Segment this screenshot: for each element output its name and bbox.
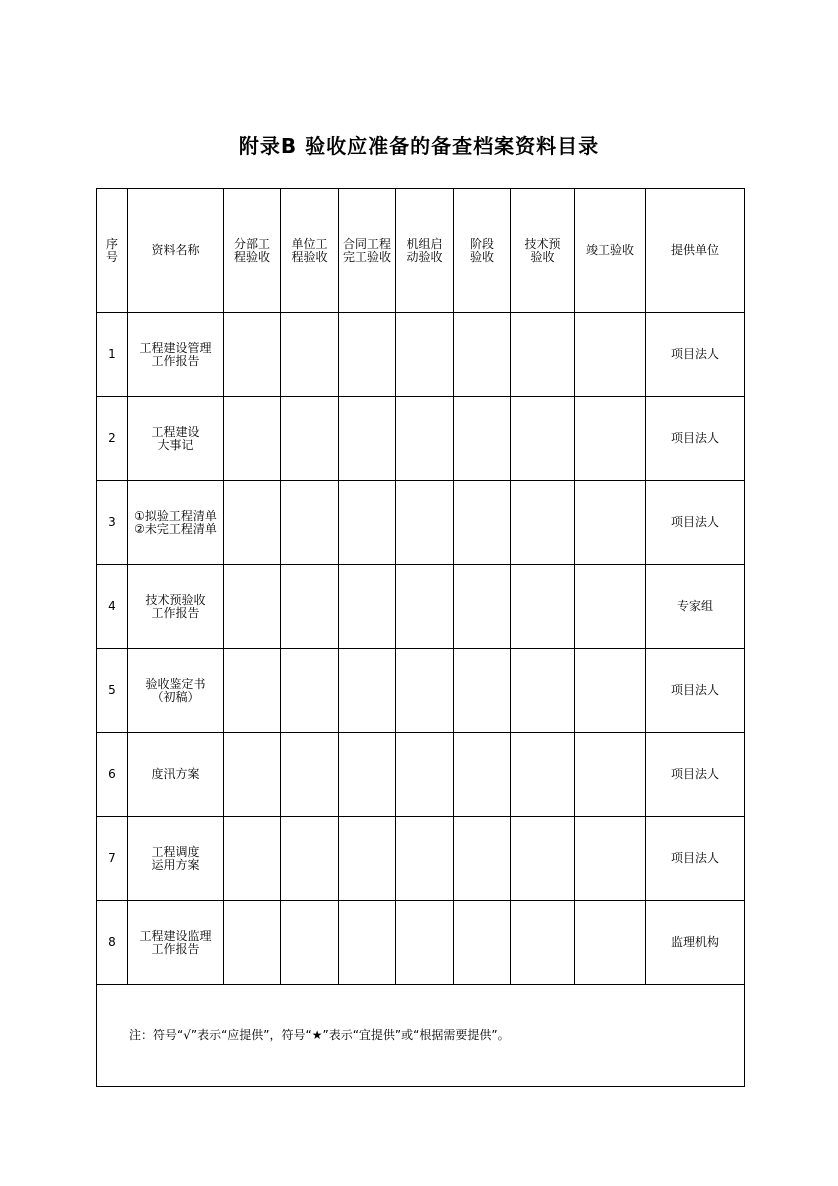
row-mark-cell	[575, 397, 646, 481]
row-mark-cell	[396, 733, 454, 817]
row-mark-cell	[224, 901, 281, 985]
row-mark-cell	[224, 817, 281, 901]
table-row	[97, 481, 745, 565]
row-seq: 7	[97, 817, 128, 901]
row-provider: 监理机构	[646, 901, 745, 985]
row-mark-cell	[281, 313, 339, 397]
table-row	[97, 397, 745, 481]
row-provider: 项目法人	[646, 817, 745, 901]
table-row	[97, 901, 745, 985]
row-mark-cell	[511, 397, 575, 481]
row-seq: 4	[97, 565, 128, 649]
header-row	[97, 189, 745, 313]
row-provider: 项目法人	[646, 649, 745, 733]
row-mark-cell	[575, 901, 646, 985]
row-mark-cell	[454, 817, 511, 901]
row-mark-cell	[281, 649, 339, 733]
row-mark-cell	[339, 565, 396, 649]
header-completion-acceptance: 竣工验收	[575, 189, 646, 313]
row-mark-cell	[575, 649, 646, 733]
table-row	[97, 733, 745, 817]
row-mark-cell	[224, 313, 281, 397]
row-provider: 项目法人	[646, 481, 745, 565]
row-mark-cell	[224, 565, 281, 649]
row-document-name: 工程建设 大事记	[128, 397, 224, 481]
header-unit-project-acceptance: 单位工 程验收	[281, 189, 339, 313]
table-note: 注：符号“√”表示“应提供”，符号“★”表示“宜提供”或“根据需要提供”。	[97, 985, 745, 1087]
row-mark-cell	[224, 481, 281, 565]
row-mark-cell	[339, 901, 396, 985]
row-mark-cell	[575, 733, 646, 817]
row-mark-cell	[511, 481, 575, 565]
row-mark-cell	[224, 649, 281, 733]
row-mark-cell	[396, 481, 454, 565]
row-mark-cell	[339, 313, 396, 397]
header-stage-acceptance: 阶段 验收	[454, 189, 511, 313]
row-mark-cell	[396, 313, 454, 397]
row-mark-cell	[511, 901, 575, 985]
row-document-name: 验收鉴定书 （初稿）	[128, 649, 224, 733]
row-mark-cell	[511, 733, 575, 817]
row-document-name: ①拟验工程清单 ②未完工程清单	[128, 481, 224, 565]
row-mark-cell	[396, 649, 454, 733]
header-provider: 提供单位	[646, 189, 745, 313]
header-unit-startup-acceptance: 机组启 动验收	[396, 189, 454, 313]
row-mark-cell	[281, 901, 339, 985]
row-document-name: 工程调度 运用方案	[128, 817, 224, 901]
row-mark-cell	[281, 565, 339, 649]
row-mark-cell	[575, 565, 646, 649]
row-provider: 项目法人	[646, 397, 745, 481]
row-mark-cell	[511, 649, 575, 733]
row-seq: 3	[97, 481, 128, 565]
row-mark-cell	[511, 817, 575, 901]
row-mark-cell	[396, 565, 454, 649]
table-row	[97, 817, 745, 901]
header-contract-completion-acceptance: 合同工程 完工验收	[339, 189, 396, 313]
row-provider: 项目法人	[646, 733, 745, 817]
row-mark-cell	[224, 397, 281, 481]
row-mark-cell	[339, 397, 396, 481]
row-mark-cell	[454, 565, 511, 649]
row-mark-cell	[281, 733, 339, 817]
row-mark-cell	[575, 481, 646, 565]
row-mark-cell	[339, 817, 396, 901]
row-mark-cell	[281, 397, 339, 481]
row-document-name: 技术预验收 工作报告	[128, 565, 224, 649]
row-seq: 6	[97, 733, 128, 817]
row-document-name: 工程建设监理 工作报告	[128, 901, 224, 985]
header-technical-pre-acceptance: 技术预 验收	[511, 189, 575, 313]
row-mark-cell	[396, 397, 454, 481]
row-mark-cell	[339, 481, 396, 565]
row-provider: 专家组	[646, 565, 745, 649]
row-mark-cell	[454, 901, 511, 985]
row-document-name: 度汛方案	[128, 733, 224, 817]
note-row	[97, 985, 745, 1087]
row-seq: 8	[97, 901, 128, 985]
row-mark-cell	[575, 313, 646, 397]
row-mark-cell	[224, 733, 281, 817]
row-mark-cell	[511, 313, 575, 397]
row-mark-cell	[396, 817, 454, 901]
row-mark-cell	[339, 733, 396, 817]
row-mark-cell	[511, 565, 575, 649]
row-mark-cell	[575, 817, 646, 901]
row-mark-cell	[396, 901, 454, 985]
header-name: 资料名称	[128, 189, 224, 313]
row-mark-cell	[454, 733, 511, 817]
row-mark-cell	[281, 481, 339, 565]
header-seq: 序号	[97, 189, 128, 313]
row-mark-cell	[454, 397, 511, 481]
row-mark-cell	[339, 649, 396, 733]
row-seq: 2	[97, 397, 128, 481]
row-mark-cell	[454, 481, 511, 565]
table-row	[97, 313, 745, 397]
row-seq: 1	[97, 313, 128, 397]
archive-table	[96, 188, 745, 1087]
row-seq: 5	[97, 649, 128, 733]
table-row	[97, 565, 745, 649]
row-mark-cell	[454, 649, 511, 733]
row-document-name: 工程建设管理 工作报告	[128, 313, 224, 397]
page-title: 附录B 验收应准备的备查档案资料目录	[238, 134, 600, 158]
row-mark-cell	[281, 817, 339, 901]
table-row	[97, 649, 745, 733]
row-mark-cell	[454, 313, 511, 397]
row-provider: 项目法人	[646, 313, 745, 397]
header-subproject-acceptance: 分部工 程验收	[224, 189, 281, 313]
